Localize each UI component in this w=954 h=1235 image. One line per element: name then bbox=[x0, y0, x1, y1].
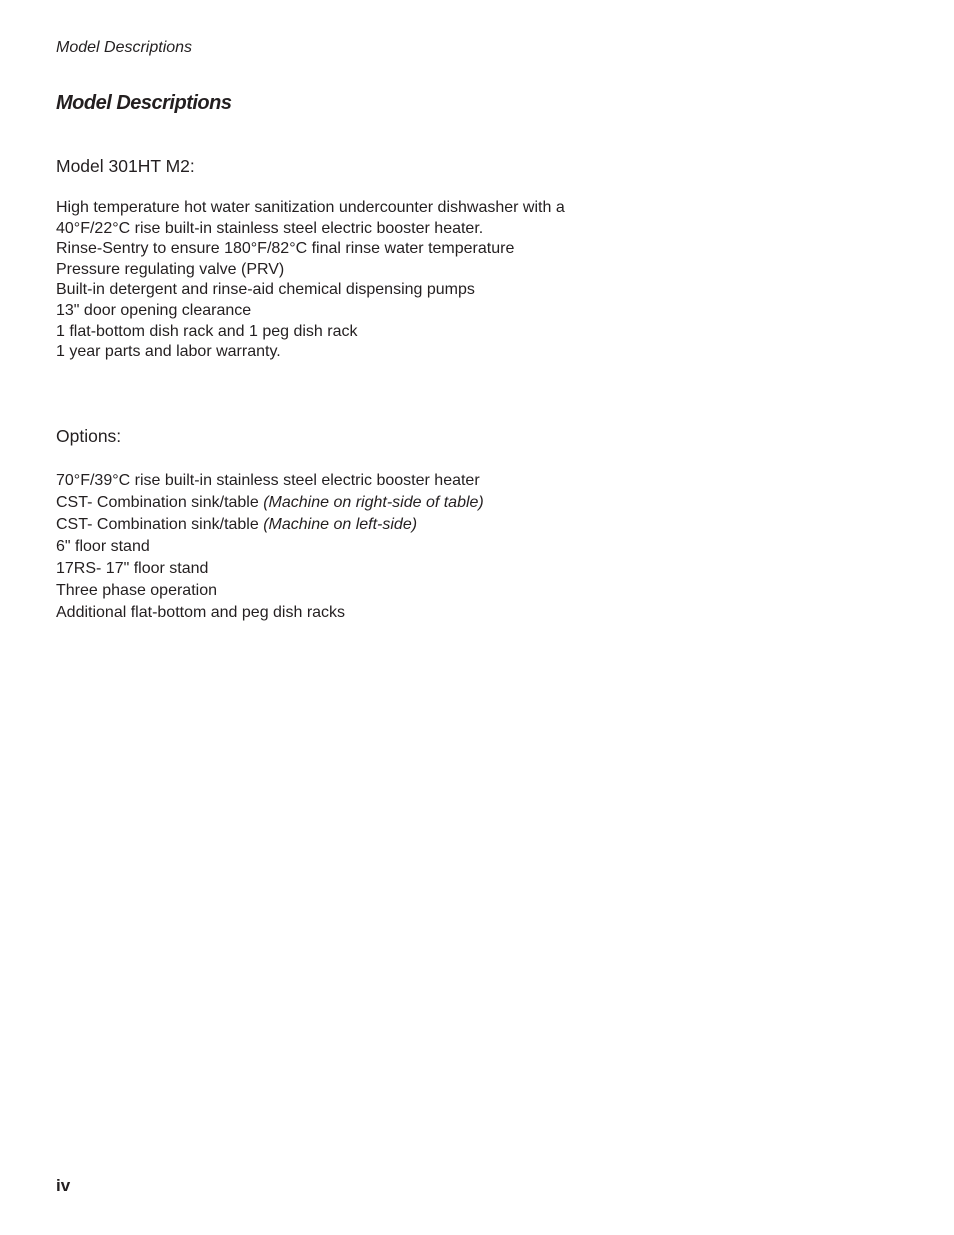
option-text: Additional flat-bottom and peg dish racks bbox=[56, 604, 346, 621]
option-note: (Machine on left-side) bbox=[263, 516, 418, 533]
option-item bbox=[56, 492, 484, 514]
options-list bbox=[56, 470, 484, 624]
running-header: Model Descriptions bbox=[56, 39, 193, 56]
feature-item: 13" door opening clearance bbox=[56, 301, 252, 319]
option-text: Three phase operation bbox=[56, 582, 217, 599]
option-text: 17RS- 17" floor stand bbox=[56, 560, 209, 577]
option-note: (Machine on right-side of table) bbox=[263, 494, 484, 511]
option-item bbox=[56, 514, 484, 536]
option-item bbox=[56, 602, 484, 624]
option-text: CST- Combination sink/table bbox=[56, 494, 264, 511]
feature-item: 1 flat-bottom dish rack and 1 peg dish rack bbox=[56, 322, 358, 340]
option-item bbox=[56, 558, 484, 580]
feature-item: Built-in detergent and rinse-aid chemical dispensing pumps bbox=[56, 281, 475, 299]
option-text: 6" floor stand bbox=[56, 538, 150, 555]
options-heading: Options: bbox=[56, 426, 122, 446]
feature-item: 40°F/22°C rise built-in stainless steel electric booster heater. bbox=[56, 219, 484, 237]
feature-item: Pressure regulating valve (PRV) bbox=[56, 260, 285, 278]
option-text: 70°F/39°C rise built-in stainless steel electric booster heater bbox=[56, 472, 480, 489]
model-heading: Model 301HT M2: bbox=[56, 156, 195, 176]
feature-item: Rinse-Sentry to ensure 180°F/82°C final rinse water temperature bbox=[56, 240, 515, 258]
option-item bbox=[56, 536, 484, 558]
option-text: CST- Combination sink/table bbox=[56, 516, 264, 533]
page-title: Model Descriptions bbox=[56, 92, 232, 114]
feature-list bbox=[56, 198, 565, 363]
option-item bbox=[56, 470, 484, 492]
feature-item: 1 year parts and labor warranty. bbox=[56, 343, 281, 361]
option-item bbox=[56, 580, 484, 602]
feature-item: High temperature hot water sanitization undercounter dishwasher with a bbox=[56, 199, 565, 216]
page-number: iv bbox=[56, 1176, 71, 1195]
